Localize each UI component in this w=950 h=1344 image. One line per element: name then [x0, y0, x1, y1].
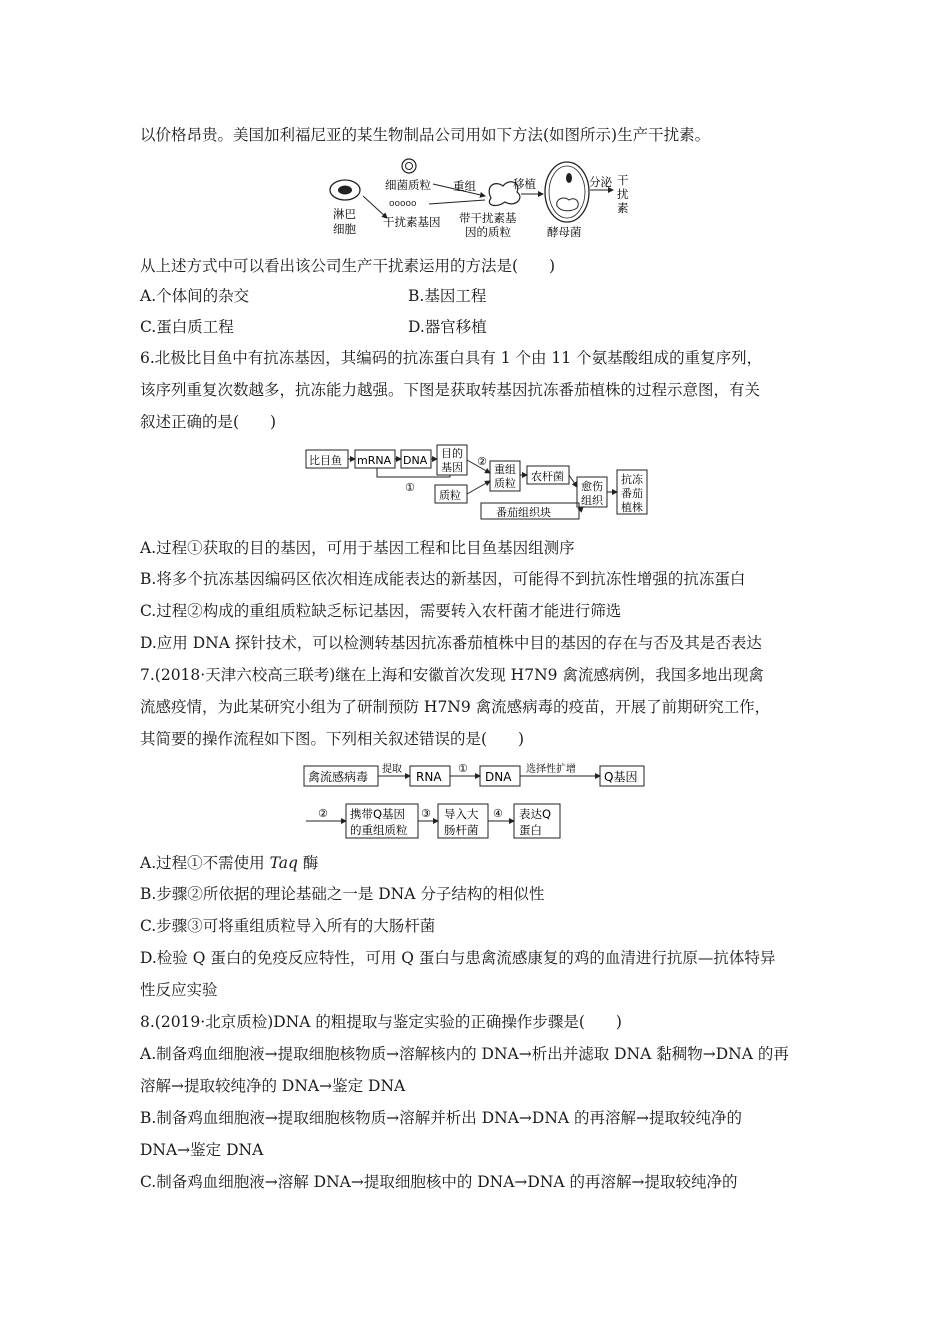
antifreeze-diagram	[305, 443, 650, 521]
fish-box: 比目鱼	[309, 454, 342, 467]
step-4: ④	[493, 807, 503, 820]
callus-box: 组织	[581, 494, 603, 507]
recomb-plasmid-label: 因的质粒	[465, 225, 511, 239]
option-a-cont: 溶解→提取较纯净的 DNA→鉴定 DNA	[140, 1077, 406, 1095]
taq-term: Taq	[269, 854, 298, 872]
option-c: C.蛋白质工程	[140, 318, 234, 336]
option-a: A.过程①获取的目的基因，可用于基因工程和比目鱼基因组测序	[140, 539, 575, 557]
plasmid-box: 质粒	[439, 489, 461, 502]
recomb-box: 质粒	[494, 477, 516, 490]
dna-box: DNA	[485, 770, 512, 784]
recomb-plasmid-label: 带干扰素基	[459, 211, 517, 225]
option-d: D.检验 Q 蛋白的免疫反应特性，可用 Q 蛋白与患禽流感康复的鸡的血清进行抗原—抗体特异	[140, 949, 776, 967]
product-label: 素	[617, 201, 629, 215]
option-c: C.步骤③可将重组质粒导入所有的大肠杆菌	[140, 917, 436, 935]
option-b: B.步骤②所依据的理论基础之一是 DNA 分子结构的相似性	[140, 885, 545, 903]
dna-box: DNA	[403, 454, 428, 467]
option-d: D.应用 DNA 探针技术，可以检测转基因抗冻番茄植株中目的基因的存在与否及其是否表达	[140, 634, 762, 652]
plant-box: 番茄	[621, 487, 643, 500]
question-stem: 从上述方式中可以看出该公司生产干扰素运用的方法是( )	[140, 257, 556, 275]
option-a-text: A.过程①不需使用	[140, 854, 270, 872]
tissue-box: 番茄组织块	[496, 506, 551, 519]
rna-box: RNA	[416, 770, 442, 784]
product-label: 干	[617, 173, 629, 187]
target-gene-box: 目的	[441, 447, 463, 460]
step-1: ①	[458, 762, 468, 775]
carry-box: 的重组质粒	[350, 823, 408, 837]
option-a	[140, 853, 318, 873]
step-2: ②	[318, 807, 328, 820]
option-c: C.制备鸡血细胞液→溶解 DNA→提取细胞核中的 DNA→DNA 的再溶解→提取较纯净的	[140, 1173, 738, 1191]
text-line: 以价格昂贵。美国加利福尼亚的某生物制品公司用如下方法(如图所示)生产干扰素。	[140, 126, 711, 144]
question-text: 8.(2019·北京质检)DNA 的粗提取与鉴定实验的正确操作步骤是( )	[140, 1013, 622, 1031]
option-d-cont: 性反应实验	[140, 981, 218, 999]
interferon-diagram	[325, 156, 645, 244]
agro-box: 农杆菌	[531, 470, 564, 483]
option-b: B.制备鸡血细胞液→提取细胞核物质→溶解并析出 DNA→DNA 的再溶解→提取较纯净的	[140, 1109, 742, 1127]
step-2: ②	[477, 455, 487, 468]
plant-box: 抗冻	[621, 473, 643, 486]
mrna-box: mRNA	[357, 454, 392, 467]
plasmid-label: 细菌质粒	[385, 178, 431, 192]
yeast-cell	[545, 162, 589, 222]
lymph-label: 细胞	[333, 222, 356, 236]
option-a: A.制备鸡血细胞液→提取细胞核物质→溶解核内的 DNA→析出并滤取 DNA 黏稠物→DNA 的再	[140, 1045, 789, 1063]
recomb-label: 重组	[453, 179, 476, 193]
lymph-label: 淋巴	[333, 207, 356, 221]
question-text: 叙述正确的是( )	[140, 413, 277, 431]
extract-label: 提取	[382, 764, 402, 775]
vaccine-flow-diagram	[300, 760, 650, 842]
recomb-box: 重组	[494, 463, 516, 476]
option-a: A.个体间的杂交	[140, 287, 250, 305]
plasmid-ring	[402, 159, 416, 173]
callus-box: 愈伤	[581, 480, 603, 493]
virus-box: 禽流感病毒	[308, 770, 369, 784]
carry-box: 携带Q基因	[350, 807, 406, 821]
gene-strand: ooooo	[389, 199, 417, 209]
express-box: 蛋白	[519, 823, 542, 837]
product-label: 扰	[617, 187, 629, 201]
option-b-cont: DNA→鉴定 DNA	[140, 1141, 264, 1159]
plant-box: 植株	[621, 501, 643, 514]
qgene-box: Q基因	[604, 770, 638, 784]
ecoli-box: 肠杆菌	[444, 823, 479, 837]
secrete-label: 分泌	[589, 175, 612, 189]
amplify-label: 选择性扩增	[526, 764, 576, 775]
option-d: D.器官移植	[408, 318, 487, 336]
option-a-suffix: 酶	[297, 854, 319, 872]
question-text: 6.北极比目鱼中有抗冻基因，其编码的抗冻蛋白具有 1 个由 11 个氨基酸组成的重复序列，	[140, 349, 763, 367]
question-text: 该序列重复次数越多，抗冻能力越强。下图是获取转基因抗冻番茄植株的过程示意图，有关	[140, 381, 761, 399]
ecoli-box: 导入大	[444, 807, 479, 821]
transplant-label: 移植	[513, 177, 536, 191]
step-3: ③	[421, 807, 431, 820]
option-c: C.过程②构成的重组质粒缺乏标记基因，需要转入农杆菌才能进行筛选	[140, 602, 622, 620]
question-text: 流感疫情，为此某研究小组为了研制预防 H7N9 禽流感病毒的疫苗，开展了前期研究工作，	[140, 698, 771, 716]
gene-label: 干扰素基因	[383, 215, 441, 229]
yeast-label: 酵母菌	[547, 225, 582, 239]
target-gene-box: 基因	[441, 461, 463, 474]
option-b: B.将多个抗冻基因编码区依次相连成能表达的新基因，可能得不到抗冻性增强的抗冻蛋白	[140, 570, 746, 588]
option-b: B.基因工程	[408, 287, 487, 305]
express-box: 表达Q	[519, 807, 552, 821]
question-text: 7.(2018·天津六校高三联考)继在上海和安徽首次发现 H7N9 禽流感病例，我国多地出现禽	[140, 666, 764, 684]
step-1: ①	[405, 481, 415, 494]
question-text: 其简要的操作流程如下图。下列相关叙述错误的是( )	[140, 730, 525, 748]
